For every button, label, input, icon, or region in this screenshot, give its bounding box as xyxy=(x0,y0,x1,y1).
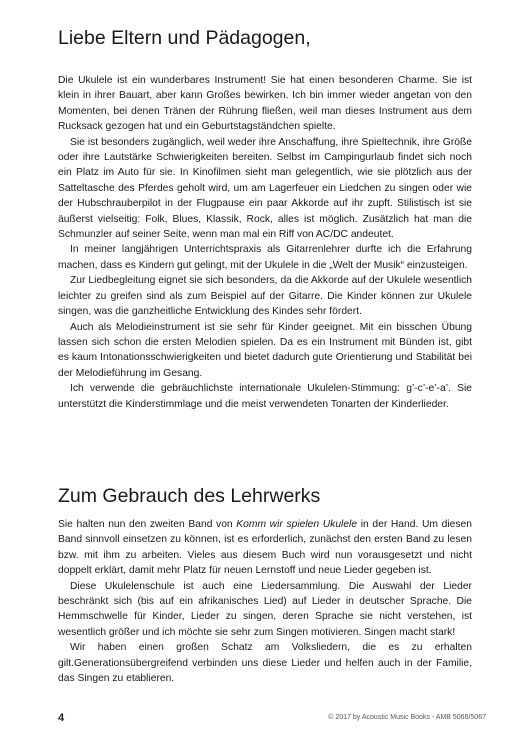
paragraph: Die Ukulele ist ein wunderbares Instrument! Sie hat einen besonderen Charme. Sie ist klein in ihrer Bauart, aber kann Großes bewirken. Ich bin immer wieder angetan von den Momenten, bei denen Tränen der Rührung fließen, weil man dieses Instrument aus dem Rucksack gezogen hat und ein Geburtstagständchen spielte. xyxy=(58,75,472,133)
section-heading-greeting: Liebe Eltern und Pädagogen, xyxy=(58,27,311,49)
paragraph: Ich verwende die gebräuchlichste internationale Ukulelen-Stimmung: g’-c’-e’-a’. Sie unterstützt die Kinderstimmlage und die meist verwendeten Tonarten der Kinderlieder. xyxy=(58,383,472,410)
page-number: 4 xyxy=(58,712,65,724)
paragraph: Diese Ukulelenschule ist auch eine Liedersammlung. Die Auswahl der Lieder beschränkt sich (bis auf ein afrikanisches Lied) auf Lieder in deutscher Sprache. Die Hemmschwelle für Kinder, Lieder zu singen, deren Sprache sie nicht verstehen, ist wesentlich größer und ich möchte sie sehr zum Singen motivieren. Singen macht stark! xyxy=(58,580,472,638)
copyright-notice: © 2017 by Acoustic Music Books - AMB 5066/5067 xyxy=(328,714,486,721)
paragraph: Wir haben einen großen Schatz am Volksliedern, die es zu erhalten gilt.Generationsübergreifend verbinden uns diese Lieder und helfen auch in der Familie, das Singen zu etablieren. xyxy=(58,642,472,685)
paragraph: In meiner langjährigen Unterrichtspraxis als Gitarrenlehrer durfte ich die Erfahrung machen, dass es Kindern gut gelingt, mit der Ukulele in die „Welt der Musik“ einzusteigen. xyxy=(58,244,472,271)
paragraph: Zur Liedbegleitung eignet sie sich besonders, da die Akkorde auf der Ukulele wesentlich leichter zu greifen sind als zum Beispiel auf der Gitarre. Die Kinder können zur Ukulele singen, was die ganzheitliche Entwicklung des Kindes sehr fördert. xyxy=(58,275,472,318)
intro-text-block xyxy=(58,73,472,412)
usage-text-block xyxy=(58,517,472,686)
paragraph: Auch als Melodieinstrument ist sie sehr für Kinder geeignet. Mit ein bisschen Übung lassen sich schon die ersten Melodien spielen. Da es ein Instrument mit Bünden ist, gibt es kaum Intonationsschwierigkeiten und bietet dadurch gute Orientierung und Stabilität bei der Melodieführung im Gesang. xyxy=(58,321,472,379)
paragraph xyxy=(58,517,472,579)
paragraph: Sie ist besonders zugänglich, weil weder ihre Anschaffung, ihre Spieltechnik, ihre Größe oder ihre Lautstärke Schwierigkeiten bereiten. Selbst im Campingurlaub findet sich noch ein Platz im Auto für sie. In Kinofilmen sieht man gelegentlich, wie sie plötzlich aus der Satteltasche des Pferdes geholt wird, um am Lagerfeuer ein Liedchen zu singen oder wie der Hubschrauberpilot in der Flugpause ein paar Akkorde auf ihr zupft. Stilistisch ist sie äußerst vielseitig: Folk, Blues, Klassik, Rock, alles ist möglich. Zusätzlich hat man die Schmunzler auf seiner Seite, wenn man mal ein Riff von AC/DC andeutet. xyxy=(58,136,472,241)
section-heading-usage: Zum Gebrauch des Lehrwerks xyxy=(58,485,321,507)
paragraph-text: in der Hand. Um diesen Band sinnvoll einsetzen zu können, ist es erforderlich, zunächst den ersten Band zu lesen bzw. mit ihm zu arbeiten. Vieles aus diesem Buch wird nun vorausgesetzt und nicht doppelt erklärt, damit mehr Platz für neuen Lernstoff und neue Lieder gegeben ist. xyxy=(58,519,472,577)
book-title: Komm wir spielen Ukulele xyxy=(236,519,358,530)
paragraph-text: Sie halten nun den zweiten Band von xyxy=(58,519,237,530)
